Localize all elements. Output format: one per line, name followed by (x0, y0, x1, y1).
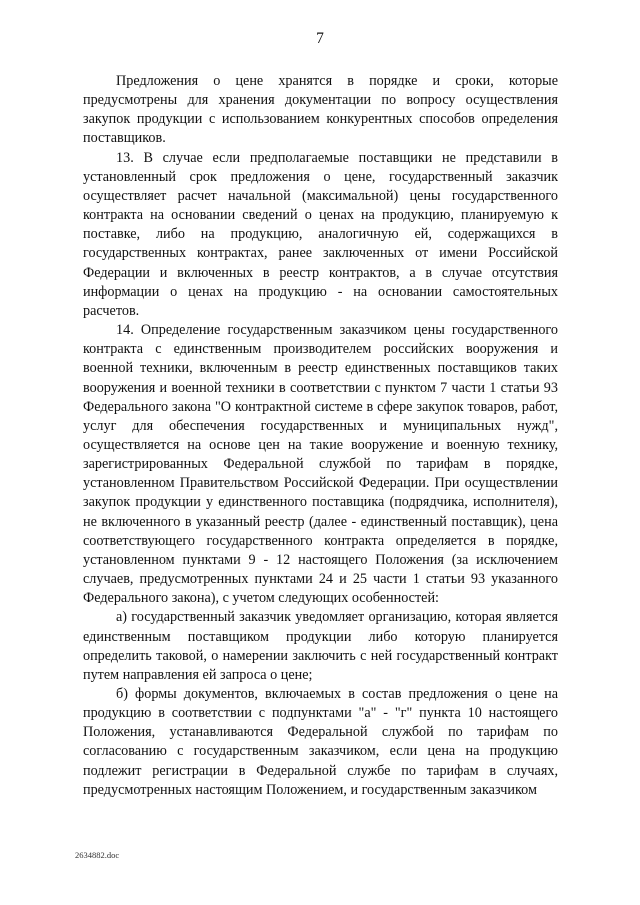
page-number: 7 (316, 30, 324, 47)
paragraph: б) формы документов, включаемых в состав предложения о цене на продукцию в соответствии с подпунктами "а" - "г" пункта 10 настоящего Положения, устанавливаются Федеральной службой по тарифам по согласованию с государственным заказчиком, если цена на продукцию подлежит регистрации в Федеральной службе по тарифам в случаях, предусмотренных настоящим Положением, и государственным заказчиком (83, 686, 558, 798)
paragraph: 14. Определение государственным заказчиком цены государственного контракта с единственным производителем российских вооружения и военной техники, включенным в реестр единственных поставщиков таких вооружения и военной техники в соответствии с пунктом 7 части 1 статьи 93 Федерального закона "О контрактной системе в сфере закупок товаров, работ, услуг для обеспечения государственных и муниципальных нужд", осуществляется на основе цен на такие вооружение и военную технику, зарегистрированных Федеральной службой по тарифам в порядке, установленном Правительством Российской Федерации. При осуществлении закупок продукции у единственного поставщика (подрядчика, исполнителя), не включенного в указанный реестр (далее - единственный поставщик), цена соответствующего государственного контракта определяется в порядке, установленном пунктами 9 - 12 настоящего Положения (за исключением случаев, предусмотренных пунктами 24 и 25 части 1 статьи 93 указанного Федерального закона), с учетом следующих особенностей: (83, 322, 558, 607)
paragraph: а) государственный заказчик уведомляет организацию, которая является единственным поставщиком продукции либо которую планируется определить таковой, о намерении заключить с ней государственный контракт путем направления ей запроса о цене; (83, 609, 558, 683)
paragraph: 13. В случае если предполагаемые поставщики не представили в установленный срок предложения о цене, государственный заказчик осуществляет расчет начальной (максимальной) цены государственного контракта на основании сведений о ценах на продукцию, планируемую к поставке, либо на продукцию, аналогичную ей, содержащихся в государственных контрактах, ранее заключенных от имени Российской Федерации и включенных в реестр контрактов, а в случае отсутствия информации о ценах на продукцию - на основании самостоятельных расчетов. (83, 149, 558, 319)
paragraph: Предложения о цене хранятся в порядке и сроки, которые предусмотрены для хранения документации по вопросу осуществления закупок продукции с использованием конкурентных способов определения поставщиков. (83, 73, 558, 147)
document-body (83, 72, 558, 800)
document-filename: 2634882.doc (75, 850, 120, 860)
